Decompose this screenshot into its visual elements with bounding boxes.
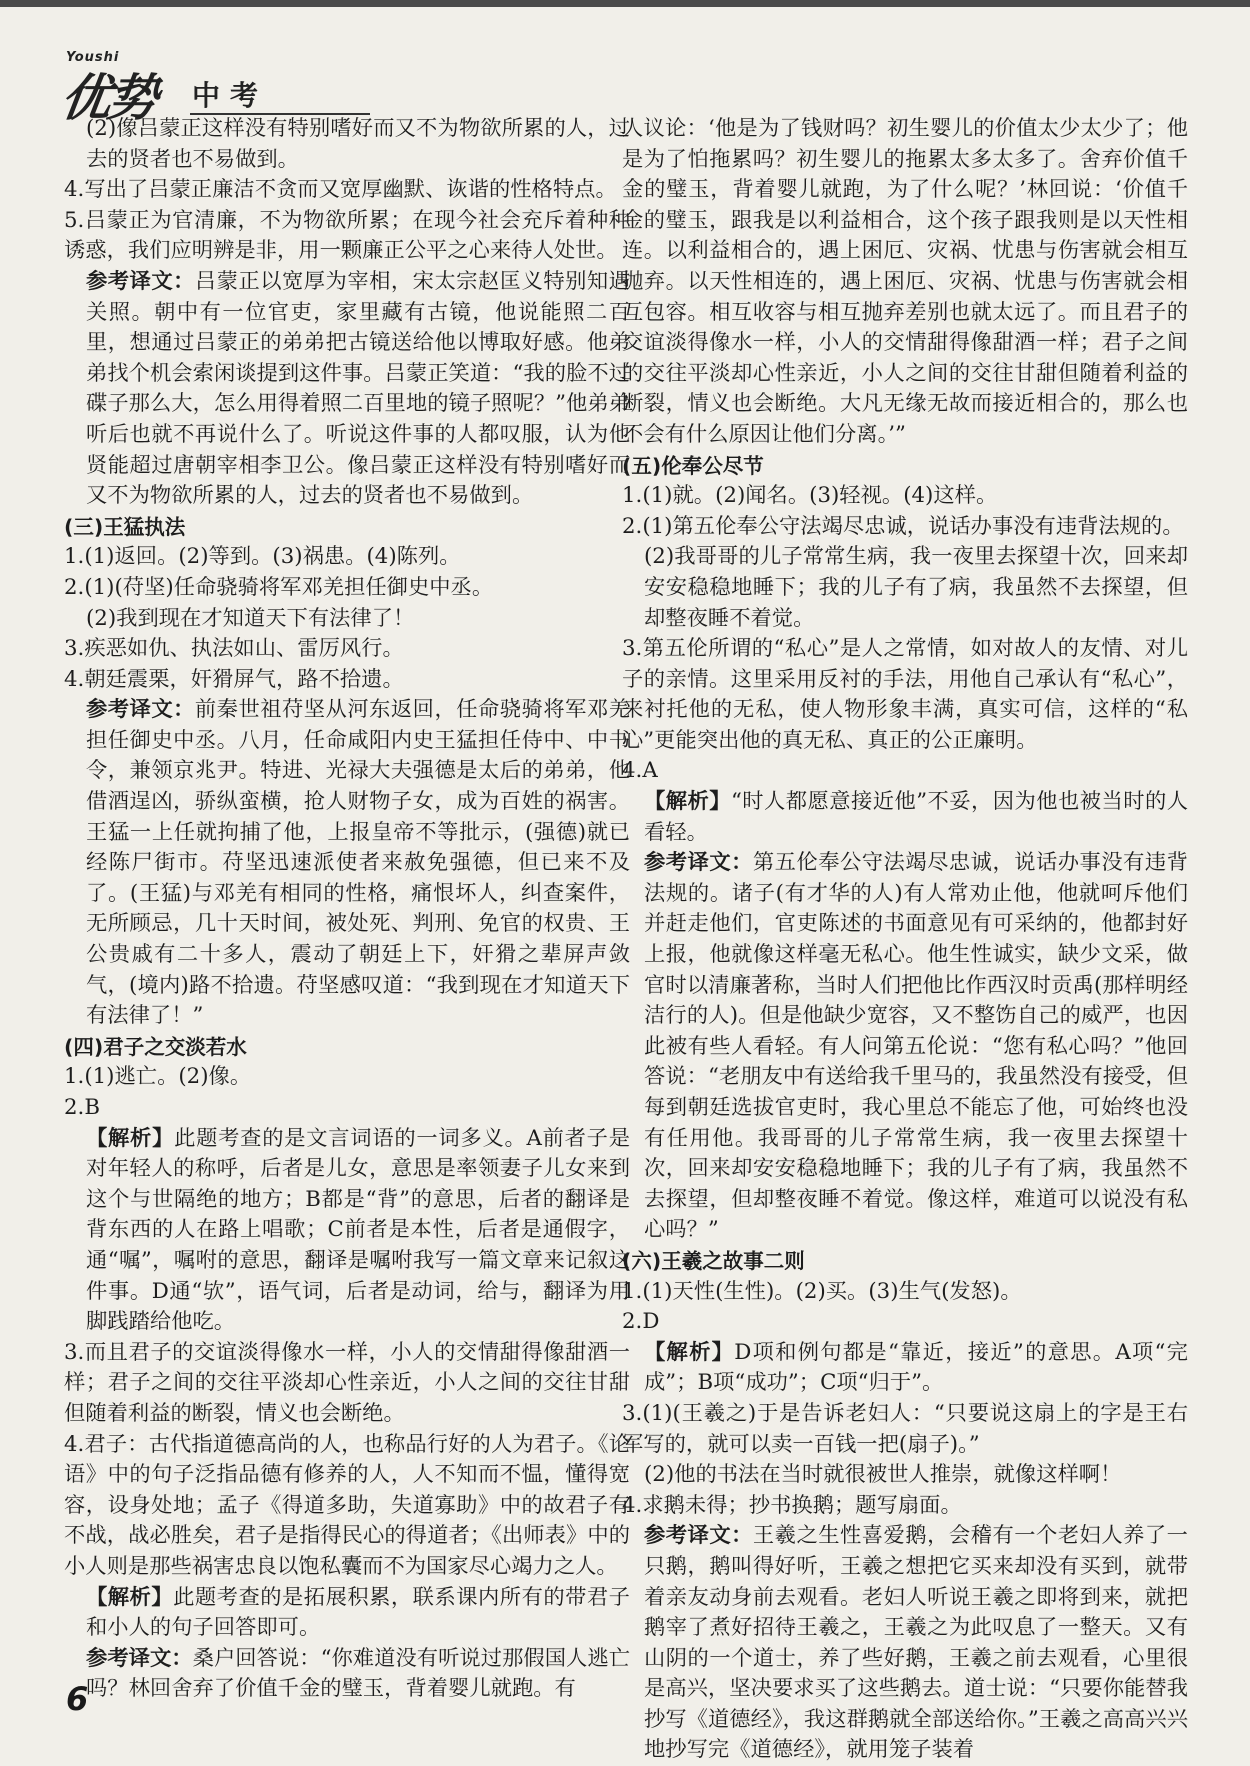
answer-paragraph: 2.(1)第五伦奉公守法竭尽忠诚，说话办事没有违背法规的。 — [622, 513, 1184, 539]
answer-paragraph: (2)我哥哥的儿子常常生病，我一夜里去探望十次，回来却安安稳稳地睡下；我的儿子有了病，我虽然不去探望，但却整夜睡不着觉。 — [644, 544, 1188, 631]
analysis-paragraph: 【解析】“时人都愿意接近他”不妥，因为他也被当时的人看轻。 — [644, 789, 1188, 845]
paragraph-label: 【解析】 — [644, 1339, 735, 1365]
section-heading: (六)王羲之故事二则 — [622, 1248, 805, 1273]
answer-paragraph: (2)我到现在才知道天下有法律了！ — [86, 605, 415, 631]
analysis-paragraph: 【解析】此题考查的是拓展积累，联系课内所有的带君子和小人的句子回答即可。 — [86, 1584, 630, 1641]
answer-paragraph: 人议论：‘他是为了钱财吗？初生婴儿的价值太少太少了；他是为了怕拖累吗？初生婴儿的拖累太多太多了。舍弃价值千金的璧玉，背着婴儿就跑，为了什么呢？’林回说：‘价值千金的璧玉，跟我是以利益相合，这个孩子跟我则是以天性相连。以利益相合的，遇上困厄、灾祸、忧患与伤害就会相互抛弃。以天性相连的，遇上困厄、灾祸、忧患与伤害就会相互包容。相互收容与相互抛弃差别也就太远了。而且君子的交谊淡得像水一样，小人的交情甜得像甜酒一样；君子之间的交往平淡却心性亲近，小人之间的交往甘甜但随着利益的断裂，情义也会断绝。大凡无缘无故而接近相合的，那么也不会有什么原因让他们分离。’” — [622, 116, 1188, 447]
left-column — [64, 114, 630, 1705]
section-heading: (五)伦奉公尽节 — [622, 453, 764, 478]
section-heading: (三)王猛执法 — [64, 514, 186, 539]
top-rule — [0, 0, 1250, 7]
answer-paragraph: 4.写出了吕蒙正廉洁不贪而又宽厚幽默、诙谐的性格特点。 — [64, 177, 617, 203]
paragraph-label: 【解析】 — [86, 1125, 175, 1151]
answer-paragraph: 2.B — [64, 1095, 100, 1120]
paragraph-label: 参考译文： — [86, 1645, 193, 1671]
analysis-paragraph: 【解析】此题考查的是文言词语的一词多义。A前者子是对年轻人的称呼，后者是儿女，意思是率领妻子儿女来到这个与世隔绝的地方；B都是“背”的意思，后者的翻译是背东西的人在路上唱歌；C前者是本性，后者是通假字，通“嘱”，嘱咐的意思，翻译是嘱咐我写一篇文章来记叙这件事。D通“欤”，语气词，后者是动词，给与，翻译为用脚践踏给他吃。 — [86, 1125, 630, 1335]
brand-logo-en: Youshi — [66, 50, 120, 65]
paragraph-label: 参考译文： — [644, 850, 753, 876]
translation-paragraph: 参考译文：第五伦奉公守法竭尽忠诚，说话办事没有违背法规的。诸子(有才华的人)有人常劝止他，他就呵斥他们并赶走他们，官吏陈述的书面意见有可采纳的，他都封好上报，他就像这样毫无私心。他生性诚实，缺少文采，做官时以清廉著称，当时人们把他比作西汉时贡禹(那样明经洁行的人)。但是他缺少宽容，又不整饬自己的威严，也因此被有些人看轻。有人问第五伦说：“您有私心吗？”他回答说：“老朋友中有送给我千里马的，我虽然没有接受，但每到朝廷选拔官吏时，我心里总不能忘了他，可始终也没有任用他。我哥哥的儿子常常生病，我一夜里去探望十次，回来却安安稳稳地睡下；我的儿子有了病，我虽然不去探望，但却整夜睡不着觉。像这样，难道可以说没有私心吗？” — [644, 850, 1188, 1243]
series-title: 中考 — [192, 79, 269, 112]
right-column — [622, 114, 1188, 1766]
analysis-paragraph: 【解析】D项和例句都是“靠近，接近”的意思。A项“完成”；B项“成功”；C项“归于”。 — [644, 1339, 1188, 1396]
answer-paragraph: 4.朝廷震栗，奸猾屏气，路不拾遗。 — [64, 666, 404, 692]
answer-paragraph: 1.(1)逃亡。(2)像。 — [64, 1064, 252, 1090]
page-header — [57, 22, 622, 127]
answer-paragraph: 1.(1)就。(2)闻名。(3)轻视。(4)这样。 — [622, 483, 998, 509]
answer-paragraph: 3.(1)(王羲之)于是告诉老妇人：“只要说这扇上的字是王右军写的，就可以卖一百钱一把(扇子)。” — [622, 1400, 1188, 1457]
answer-paragraph: 3.而且君子的交谊淡得像水一样，小人的交情甜得像甜酒一样；君子之间的交往平淡却心性亲近，小人之间的交往甘甜但随着利益的断裂，情义也会断绝。 — [64, 1339, 630, 1426]
translation-paragraph: 参考译文：王羲之生性喜爱鹅，会稽有一个老妇人养了一只鹅，鹅叫得好听，王羲之想把它买来却没有买到，就带着亲友动身前去观看。老妇人听说王羲之即将到来，就把鹅宰了煮好招待王羲之，王羲之为此叹息了一整天。又有山阴的一个道士，养了些好鹅，王羲之前去观看，心里很是高兴，坚决要求买了这些鹅去。道士说：“只要你能替我抄写《道德经》，我这群鹅就全部送给你。”王羲之高高兴兴地抄写完《道德经》，就用笼子装着 — [644, 1523, 1188, 1763]
translation-paragraph: 参考译文：吕蒙正以宽厚为宰相，宋太宗赵匡义特别知遇关照。朝中有一位官吏，家里藏有古镜，他说能照二百里，想通过吕蒙正的弟弟把古镜送给他以博取好感。他弟弟找个机会索闲谈提到这件事。吕蒙正笑道：“我的脸不过碟子那么大，怎么用得着照二百里地的镜子照呢？”他弟弟听后也就不再说什么了。听说这件事的人都叹服，认为他贤能超过唐朝宰相李卫公。像吕蒙正这样没有特别嗜好而又不为物欲所累的人，过去的贤者也不易做到。 — [86, 268, 630, 509]
answer-paragraph: 2.D — [622, 1309, 660, 1335]
answer-paragraph: 5.吕蒙正为官清廉，不为物欲所累；在现今社会充斥着种种诱惑，我们应明辨是非，用一颗廉正公平之心来待人处世。 — [64, 207, 630, 264]
answer-paragraph: (2)像吕蒙正这样没有特别嗜好而又不为物欲所累的人，过去的贤者也不易做到。 — [86, 116, 630, 172]
brand-logo: 优势 — [57, 69, 158, 127]
paragraph-label: 参考译文： — [86, 268, 195, 294]
paragraph-label: 【解析】 — [86, 1584, 174, 1610]
translation-paragraph: 参考译文：前秦世祖苻坚从河东返回，任命骁骑将军邓羌担任御史中丞。八月，任命咸阳内史王猛担任侍中、中书令，兼领京兆尹。特进、光禄大夫强德是太后的弟弟，他借酒逞凶，骄纵蛮横，抢人财物子女，成为百姓的祸害。王猛一上任就拘捕了他，上报皇帝不等批示，(强德)就已经陈尸街市。苻坚迅速派使者来赦免强德，但已来不及了。(王猛)与邓羌有相同的性格，痛恨坏人，纠查案件，无所顾忌，几十天时间，被处死、判刑、免官的权贵、王公贵戚有二十多人，震动了朝廷上下，奸猾之辈屏声敛气，(境内)路不拾遗。苻坚感叹道：“我到现在才知道天下有法律了！” — [86, 697, 630, 1029]
answer-paragraph: 4.求鹅未得；抄书换鹅；题写扇面。 — [622, 1492, 962, 1518]
paragraph-label: 【解析】 — [644, 789, 731, 815]
section-heading: (四)君子之交淡若水 — [64, 1034, 247, 1059]
answer-paragraph: 2.(1)(苻坚)任命骁骑将军邓羌担任御史中丞。 — [64, 574, 494, 600]
translation-paragraph: 参考译文：桑户回答说：“你难道没有听说过那假国人逃亡吗？林回舍弃了价值千金的璧玉，背着婴儿就跑。有 — [86, 1645, 630, 1702]
answer-paragraph: 1.(1)天性(生性)。(2)买。(3)生气(发怒)。 — [622, 1278, 1022, 1304]
answer-paragraph: 1.(1)返回。(2)等到。(3)祸患。(4)陈列。 — [64, 544, 461, 570]
answer-paragraph: 3.第五伦所谓的“私心”是人之常情，如对故人的友情、对儿子的亲情。这里采用反衬的手法，用他自己承认有“私心”，来衬托他的无私，使人物形象丰满，真实可信，这样的“私心”更能突出他的真无私、真正的公正廉明。 — [622, 636, 1188, 753]
answer-paragraph: 4.A — [622, 758, 658, 784]
paragraph-label: 参考译文： — [86, 697, 195, 723]
page-number: 6 — [66, 1680, 89, 1718]
answer-paragraph: (2)他的书法在当时就很被世人推崇，就像这样啊！ — [644, 1462, 1122, 1488]
answer-paragraph: 4.君子：古代指道德高尚的人，也称品行好的人为君子。《论语》中的句子泛指品德有修养的人，人不知而不愠，懂得宽容，设身处地；孟子《得道多助，失道寡助》中的故君子有不战，战必胜矣，君子是指得民心的得道者；《出师表》中的小人则是那些祸害忠良以饱私囊而不为国家尽心竭力之人。 — [64, 1431, 630, 1579]
answer-paragraph: 3.疾恶如仇、执法如山、雷厉风行。 — [64, 636, 404, 662]
paragraph-label: 参考译文： — [644, 1523, 753, 1549]
